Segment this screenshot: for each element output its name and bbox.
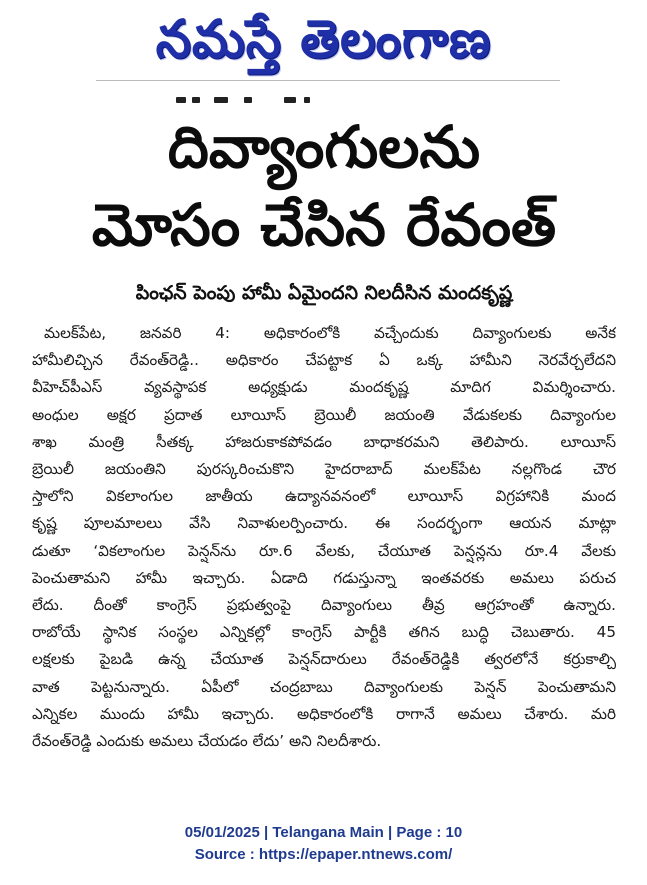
body-line: హామీలిచ్చిన రేవంత్‌రెడ్డి.. అధికారం చేపట్టాక ఏ ఒక్క హామీని నెరవేర్చలేదని bbox=[32, 351, 616, 370]
body-line: రేవంత్‌రెడ్డి ఎందుకు అమలు చేయడం లేదు’ అని నిలదీశారు. bbox=[32, 732, 382, 751]
article-body bbox=[28, 320, 620, 755]
body-line: మలక్‌పేట, జనవరి 4: అధికారంలోకి వచ్చేందుకు దివ్యాంగులకు అనేక bbox=[44, 324, 616, 342]
masthead-logo-text: నమస్తే తెలంగాణ bbox=[155, 8, 492, 70]
body-line: లక్షలకు పైబడి ఉన్న చేయూత పెన్షన్‌దారులు రేవంత్‌రెడ్డికి త్వరలోనే కర్రుకాల్చి bbox=[32, 650, 616, 669]
body-line: పెంచుతామని హామీ ఇచ్చారు. ఏడాది గడుస్తున్నా ఇంతవరకు అమలు పరుచ bbox=[32, 568, 616, 587]
edition-info: 05/01/2025 | Telangana Main | Page : 10 bbox=[184, 824, 463, 841]
body-line: వాత పెట్టనున్నారు. ఏపీలో చంద్రబాబు దివ్యాంగులకు పెన్షన్ పెంచుతామని bbox=[32, 677, 616, 696]
body-line: డుతూ ‘వికలాంగుల పెన్షన్‌ను రూ.6 వేలకు, చేయూత పెన్షన్లను రూ.4 వేలకు bbox=[32, 541, 616, 560]
news-article bbox=[28, 108, 620, 798]
article-headline bbox=[28, 108, 620, 264]
article-subheadline: పింఛన్ పెంపు హామీ ఏమైందని నిలదీసిన మందకృష్ణ bbox=[135, 282, 513, 304]
body-line: ఎన్నికల ముందు హామీ ఇచ్చారు. అధికారంలోకి రాగానే అమలు చేశారు. మరి bbox=[32, 704, 616, 723]
source-link[interactable]: Source : https://epaper.ntnews.com/ bbox=[194, 846, 453, 863]
cropped-text-fragment bbox=[176, 95, 326, 105]
newspaper-masthead bbox=[0, 6, 647, 76]
body-line: రాబోయే స్థానిక సంస్థల ఎన్నికల్లో కాంగ్రెస్ పార్టీకి తగిన బుద్ధి చెబుతారు. 45 bbox=[32, 623, 616, 642]
body-line: కృష్ణ పూలమాలలు వేసి నివాళులర్పించారు. ఈ సందర్భంగా ఆయన మాట్లా bbox=[32, 514, 616, 533]
headline-line-2: మోసం చేసిన రేవంత్ bbox=[91, 191, 557, 259]
body-line: బ్రెయిలీ జయంతిని పురస్కరించుకొని హైదరాబాద్ మలక్‌పేట నల్లగొండ చౌర bbox=[32, 460, 616, 479]
headline-line-1: దివ్యాంగులను bbox=[167, 113, 481, 181]
clipping-footer bbox=[0, 822, 647, 866]
body-line: శాఖ మంత్రి సీతక్క హాజరుకాకపోవడం బాధాకరమని తెలిపారు. లూయీస్ bbox=[32, 432, 616, 451]
body-line: లేదు. దీంతో కాంగ్రెస్ ప్రభుత్వంపై దివ్యాంగులు తీవ్ర ఆగ్రహంతో ఉన్నారు. bbox=[32, 596, 616, 615]
body-line: స్తాలోని వికలాంగుల జాతీయ ఉద్యానవనంలో లూయీస్ విగ్రహానికి మంద bbox=[32, 487, 616, 506]
masthead-divider bbox=[96, 80, 560, 81]
body-line: అంధుల అక్షర ప్రదాత లూయీస్ బ్రెయిలీ జయంతి వేడుకలకు దివ్యాంగుల bbox=[32, 405, 616, 424]
body-line: వీహెచ్‌పీఎస్ వ్యవస్థాపక అధ్యక్షుడు మందకృష్ణ మాదిగ విమర్శించారు. bbox=[32, 378, 616, 397]
